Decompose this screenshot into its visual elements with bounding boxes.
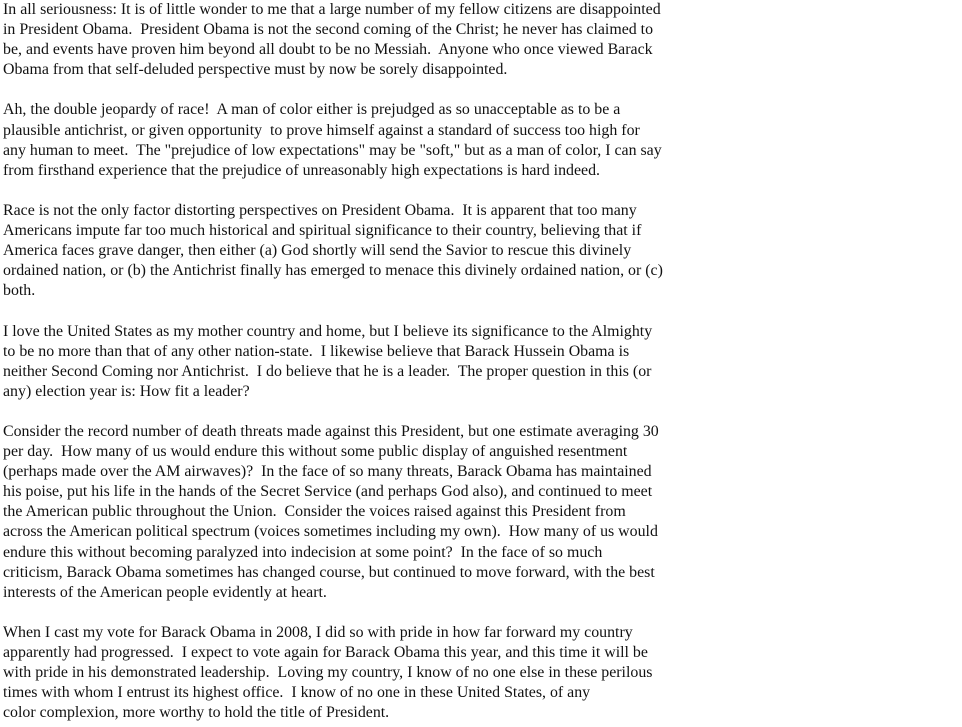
text-line: (perhaps made over the AM airwaves)? In the face of so many threats, Barack Obama has maintained xyxy=(3,463,652,481)
text-line: from firsthand experience that the prejudice of unreasonably high expectations is hard indeed. xyxy=(3,161,601,179)
text-line: Obama from that self-deluded perspective must by now be sorely disappointed. xyxy=(3,61,508,79)
paragraph-4 xyxy=(3,322,962,402)
paragraph-gap xyxy=(3,301,962,321)
text-line: America faces grave danger, then either (a) God shortly will send the Savior to rescue this divinely xyxy=(3,242,632,260)
text-line: with pride in his demonstrated leadership. Loving my country, I know of no one else in these perilous xyxy=(3,664,653,682)
paragraph-2 xyxy=(3,100,962,180)
paragraph-gap xyxy=(3,402,962,422)
text-line: neither Second Coming nor Antichrist. I do believe that he is a leader. The proper question in this (or xyxy=(3,362,652,380)
text-line: both. xyxy=(3,282,36,300)
text-line: per day. How many of us would endure this without some public display of anguished resentment xyxy=(3,443,628,461)
text-line: times with whom I entrust its highest office. I know of no one in these United States, of any xyxy=(3,684,591,702)
paragraph-6 xyxy=(3,623,962,723)
text-line: color complexion, more worthy to hold the title of President. xyxy=(3,704,390,722)
text-line: ordained nation, or (b) the Antichrist finally has emerged to menace this divinely ordained nation, or (c) xyxy=(3,262,663,280)
text-line: any human to meet. The "prejudice of low expectations" may be "soft," but as a man of color, I can say xyxy=(3,141,662,159)
text-line: to be no more than that of any other nation-state. I likewise believe that Barack Hussein Obama is xyxy=(3,342,630,360)
text-line: When I cast my vote for Barack Obama in 2008, I did so with pride in how far forward my country xyxy=(3,623,633,641)
text-line: Ah, the double jeopardy of race! A man of color either is prejudged as so unacceptable as to be a xyxy=(3,101,621,119)
text-line: apparently had progressed. I expect to vote again for Barack Obama this year, and this time it will be xyxy=(3,644,648,661)
paragraph-gap xyxy=(3,80,962,100)
paragraph-gap xyxy=(3,603,962,623)
text-line: criticism, Barack Obama sometimes has changed course, but continued to move forward, with the best xyxy=(3,563,655,581)
paragraph-gap xyxy=(3,181,962,201)
document-page xyxy=(3,0,962,727)
text-line: interests of the American people evidently at heart. xyxy=(3,583,327,601)
text-line: across the American political spectrum (voices sometimes including my own). How many of us would xyxy=(3,523,658,541)
text-line: endure this without becoming paralyzed into indecision at some point? In the face of so much xyxy=(3,543,603,561)
text-line: I love the United States as my mother country and home, but I believe its significance to the Almighty xyxy=(3,322,653,340)
text-line: in President Obama. President Obama is not the second coming of the Christ; he never has claimed to xyxy=(3,21,654,39)
paragraph-5 xyxy=(3,422,962,603)
text-line: In all seriousness: It is of little wonder to me that a large number of my fellow citizens are disappointed xyxy=(3,1,661,18)
text-line: any) election year is: How fit a leader? xyxy=(3,382,250,400)
text-line: his poise, put his life in the hands of the Secret Service (and perhaps God also), and continued to meet xyxy=(3,483,653,501)
text-line: be, and events have proven him beyond all doubt to be no Messiah. Anyone who once viewed Barack xyxy=(3,41,653,59)
text-line: Consider the record number of death threats made against this President, but one estimate averaging 30 xyxy=(3,422,659,440)
paragraph-3 xyxy=(3,201,962,301)
paragraph-1 xyxy=(3,0,962,80)
text-line: plausible antichrist, or given opportunity to prove himself against a standard of success too high for xyxy=(3,121,640,139)
text-line: Race is not the only factor distorting perspectives on President Obama. It is apparent that too many xyxy=(3,201,637,219)
text-line: Americans impute far too much historical and spiritual significance to their country, believing that if xyxy=(3,222,642,240)
text-line: the American public throughout the Union. Consider the voices raised against this President from xyxy=(3,503,626,521)
